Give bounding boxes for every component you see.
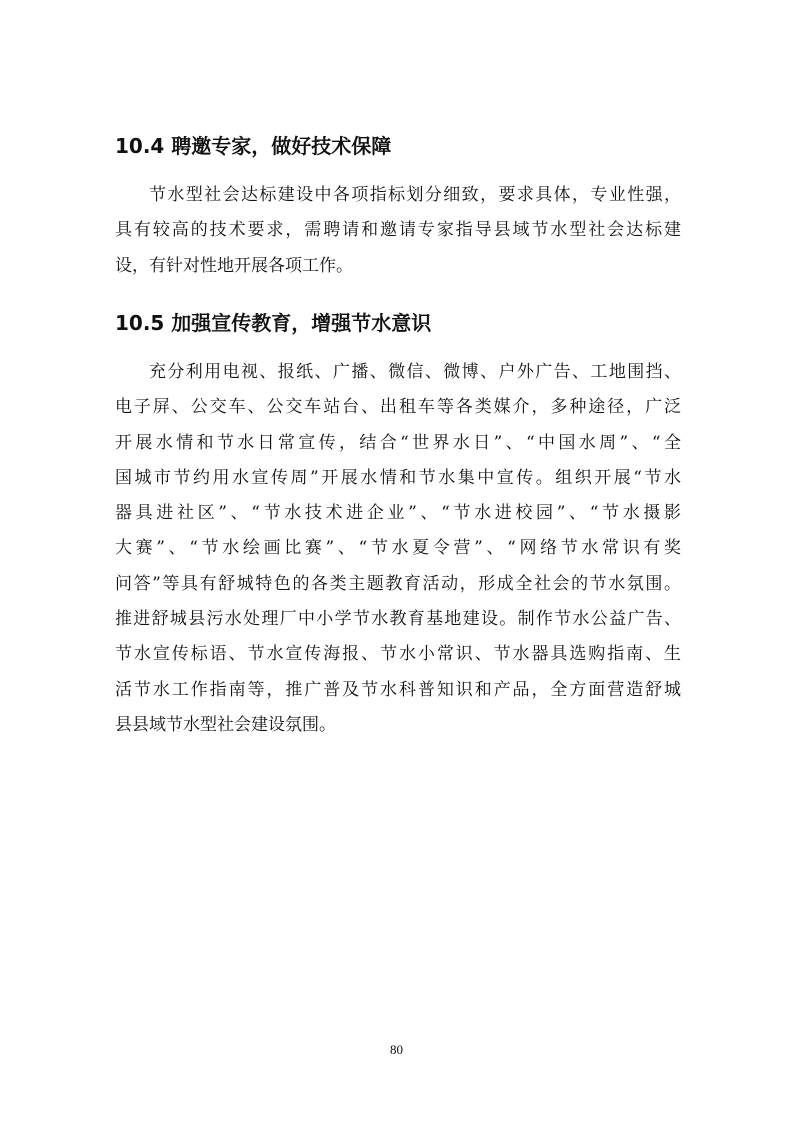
paragraph-line: 充分利用电视、报纸、广播、微信、微博、户外广告、工地围挡、 [149,362,681,382]
paragraph-line: 设，有针对性地开展各项工作。 [115,255,353,276]
paragraph-line: 推进舒城县污水处理厂中小学节水教育基地建设。制作节水公益广告、 [115,609,681,630]
paragraph-line: 节水宣传标语、节水宣传海报、节水小常识、节水器具选购指南、生 [115,644,681,665]
section-heading-10-5: 10.5 加强宣传教育，增强节水意识 [115,311,432,335]
section-10-5-paragraph [115,355,681,743]
paragraph-line: 开展水情和节水日常宣传，结合“世界水日”、“中国水周”、“全 [115,432,681,453]
section-10-4-paragraph [115,178,681,284]
paragraph-line: 县县域节水型社会建设氛围。 [115,714,336,735]
paragraph-line: 国城市节约用水宣传周”开展水情和节水集中宣传。组织开展“节水 [115,467,681,488]
paragraph-line: 问答”等具有舒城特色的各类主题教育活动，形成全社会的节水氛围。 [115,573,681,594]
paragraph-line: 器具进社区”、“节水技术进企业”、“节水进校园”、“节水摄影 [115,503,681,524]
page-number: 80 [390,1042,403,1057]
section-heading-10-4: 10.4 聘邀专家，做好技术保障 [115,134,392,158]
paragraph-line: 大赛”、“节水绘画比赛”、“节水夏令营”、“网络节水常识有奖 [115,538,681,559]
paragraph-line: 电子屏、公交车、公交车站台、出租车等各类媒介，多种途径，广泛 [115,397,681,418]
paragraph-line: 活节水工作指南等，推广普及节水科普知识和产品，全方面营造舒城 [115,679,681,700]
paragraph-line: 节水型社会达标建设中各项指标划分细致，要求具体，专业性强， [149,185,681,205]
paragraph-line: 具有较高的技术要求，需聘请和邀请专家指导县域节水型社会达标建 [115,220,681,241]
